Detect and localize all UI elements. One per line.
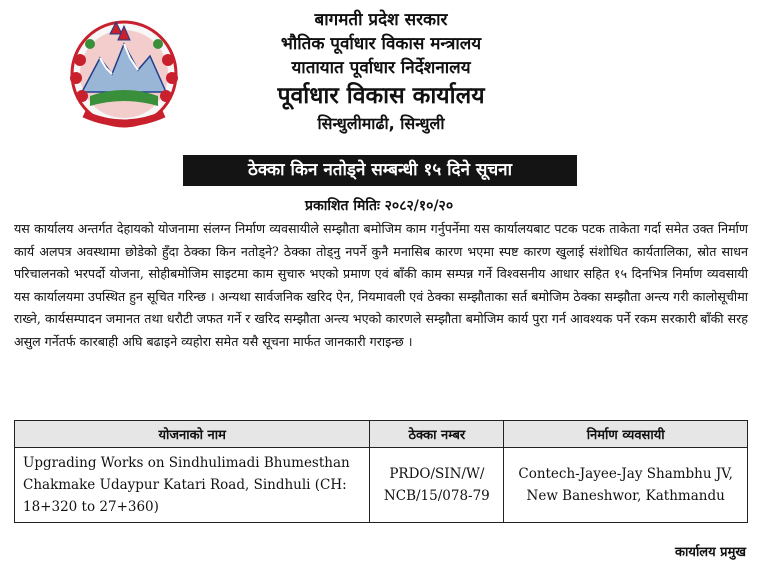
signature-title: कार्यालय प्रमुख [675, 545, 746, 560]
table-row [15, 448, 748, 523]
office-location: सिन्धुलीमाढी, सिन्धुली [317, 114, 445, 133]
col-project-name: योजनाको नाम [15, 421, 370, 448]
notice-title: ठेक्का किन नतोड्ने सम्बन्धी १५ दिने सूचना [183, 155, 577, 186]
contract-number-cell: PRDO/SIN/W/ NCB/15/078-79 [370, 448, 504, 523]
contractor-cell: Contech-Jayee-Jay Shambhu JV, New Baneshwor, Kathmandu [504, 448, 748, 523]
published-date: प्रकाशित मितिः २०८२/१०/२० [305, 198, 454, 214]
directorate-name: यातायात पूर्वाधार निर्देशनालय [291, 58, 471, 78]
province-government: बागमती प्रदेश सरकार [314, 10, 448, 30]
col-contract-number: ठेक्का नम्बर [370, 421, 504, 448]
contract-table [14, 420, 748, 523]
letterhead [0, 8, 762, 135]
project-cell: Upgrading Works on Sindhulimadi Bhumesthan Chakmake Udaypur Katari Road, Sindhuli (CH: 18+320 to 27+360) [15, 448, 370, 523]
ministry-name: भौतिक पूर्वाधार विकास मन्त्रालय [280, 34, 482, 54]
table-header-row [15, 421, 748, 448]
office-name: पूर्वाधार विकास कार्यालय [277, 83, 485, 109]
col-contractor: निर्माण व्यवसायी [504, 421, 748, 448]
notice-body: यस कार्यालय अन्तर्गत देहायको योजनामा संलग्न निर्माण व्यवसायीले सम्झौता बमोजिम काम गर्नुपर्नेमा यस कार्यालयबाट पटक पटक ताकेता गर्दा समेत उक्त निर्माण कार्य अलपत्र अवस्थामा छोडेको हुँदा ठेक्का किन नतोड्ने? ठेक्का तोड्नु नपर्ने कुनै मनासिब कारण भएमा स्पष्ट कारण खुलाई संशोधित कार्यतालिका, स्रोत साधन परिचालनको भरपर्दो योजना, सोहीबमोजिम साइटमा काम सुचारु भएको प्रमाण एवं बाँकी काम सम्पन्न गर्ने विश्वसनीय आधार सहित १५ दिनभित्र निर्माण व्यवसायी यस कार्यालयमा उपस्थित हुन सूचित गरिन्छ । अन्यथा सार्वजनिक खरिद ऐन, नियमावली एवं ठेक्का सम्झौताका सर्त बमोजिम ठेक्का सम्झौता अन्त्य गरी कालोसूचीमा राख्ने, कार्यसम्पादन जमानत तथा धरौटी जफत गर्ने र खरिद सम्झौता अन्त्य भएको कारणले सम्झौता बमोजिम कार्य पुरा गर्न आवश्यक पर्ने रकम सरकारी बाँकी सरह असुल गर्नेतर्फ कारबाही अघि बढाइने व्यहोरा समेत यसै सूचना मार्फत जानकारी गराइन्छ । [14, 221, 748, 349]
